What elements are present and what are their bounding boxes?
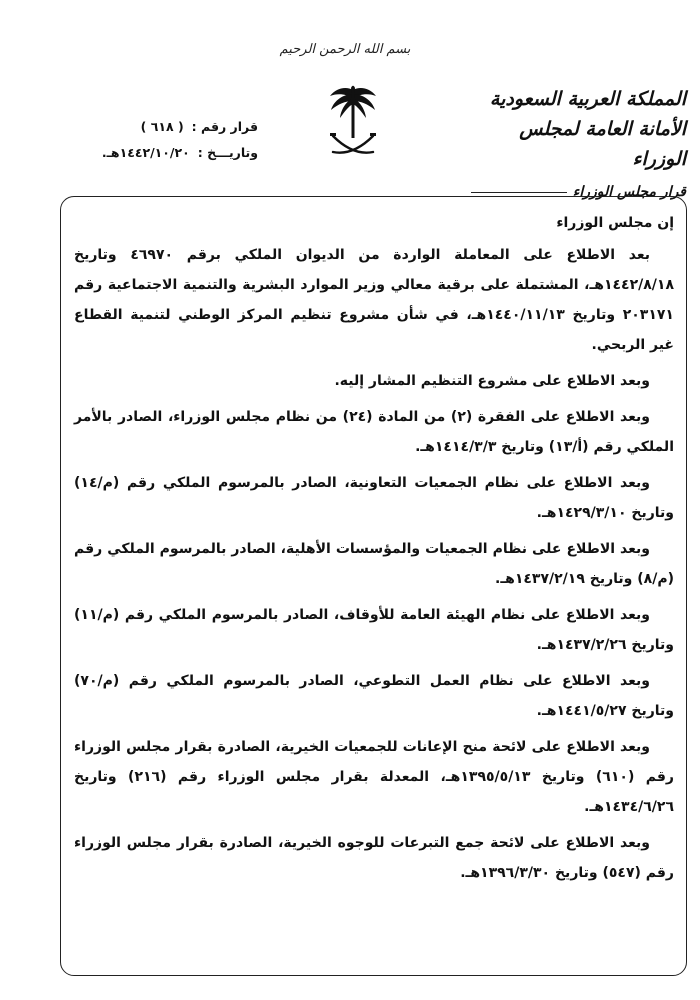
org-secretariat: الأمانة العامة لمجلس الوزراء	[519, 118, 686, 170]
decision-meta	[88, 114, 258, 166]
decision-date-row	[88, 140, 258, 166]
palm-swords-emblem-icon	[328, 84, 378, 164]
decision-number-label: قرار رقم :	[191, 119, 258, 134]
body-paragraph: وبعد الاطلاع على مشروع التنظيم المشار إليه.	[334, 373, 650, 389]
org-country: المملكة العربية السعودية	[489, 88, 686, 110]
decision-date-label: وتاريـــخ :	[197, 145, 258, 160]
decision-number-row	[88, 114, 258, 140]
body-paragraph: وبعد الاطلاع على لائحة جمع التبرعات للوجوه الخيرية، الصادرة بقرار مجلس الوزراء رقم (٥٤٧) وتاريخ ١٣٩٦/٣/٣٠هـ.	[74, 835, 674, 881]
body-intro: إن مجلس الوزراء	[556, 215, 674, 231]
body-paragraph: وبعد الاطلاع على نظام الجمعيات التعاونية، الصادر بالمرسوم الملكي رقم (م/١٤) وتاريخ ١٤٢٩/٣/١٠هـ.	[74, 475, 674, 521]
decision-date-value: ١٤٤٢/١٠/٢٠هـ.	[101, 145, 190, 160]
org-decision-label: قرار مجلس الوزراء	[572, 184, 686, 200]
body-paragraph: وبعد الاطلاع على نظام الجمعيات والمؤسسات الأهلية، الصادر بالمرسوم الملكي رقم (م/٨) وتاريخ ١٤٣٧/٢/١٩هـ.	[74, 541, 674, 587]
body-paragraph: وبعد الاطلاع على نظام العمل التطوعي، الصادر بالمرسوم الملكي رقم (م/٧٠) وتاريخ ١٤٤١/٥/٢٧هـ.	[74, 673, 674, 719]
decision-number-value: ( ٦١٨ )	[140, 119, 184, 134]
body-paragraph: وبعد الاطلاع على لائحة منح الإعانات للجمعيات الخيرية، الصادرة بقرار مجلس الوزراء رقم (٦١٠) وتاريخ ١٣٩٥/٥/١٣هـ، المعدلة بقرار مجلس الوزراء رقم (٢١٦) وتاريخ ١٤٣٤/٦/٢٦هـ.	[74, 739, 674, 815]
document-body	[74, 208, 674, 894]
body-paragraph: بعد الاطلاع على المعاملة الواردة من الديوان الملكي برقم ٤٦٩٧٠ وتاريخ ١٤٤٢/٨/١٨هـ، المشتملة على برقية معالي وزير الموارد البشرية والتنمية الاجتماعية رقم ٢٠٣١٧١ وتاريخ ١٤٤٠/١١/١٣هـ، في شأن مشروع تنظيم المركز الوطني لتنمية القطاع غير الربحي.	[74, 247, 674, 353]
organization-header	[471, 84, 686, 200]
body-paragraph: وبعد الاطلاع على نظام الهيئة العامة للأوقاف، الصادر بالمرسوم الملكي رقم (م/١١) وتاريخ ١٤٣٧/٢/٢٦هـ.	[74, 607, 674, 653]
basmala: بسم الله الرحمن الرحيم	[279, 41, 411, 57]
heading-rule	[471, 192, 567, 193]
body-paragraph: وبعد الاطلاع على الفقرة (٢) من المادة (٢٤) من نظام مجلس الوزراء، الصادر بالأمر الملكي رقم (أ/١٣) وتاريخ ١٤١٤/٣/٣هـ.	[74, 409, 674, 455]
